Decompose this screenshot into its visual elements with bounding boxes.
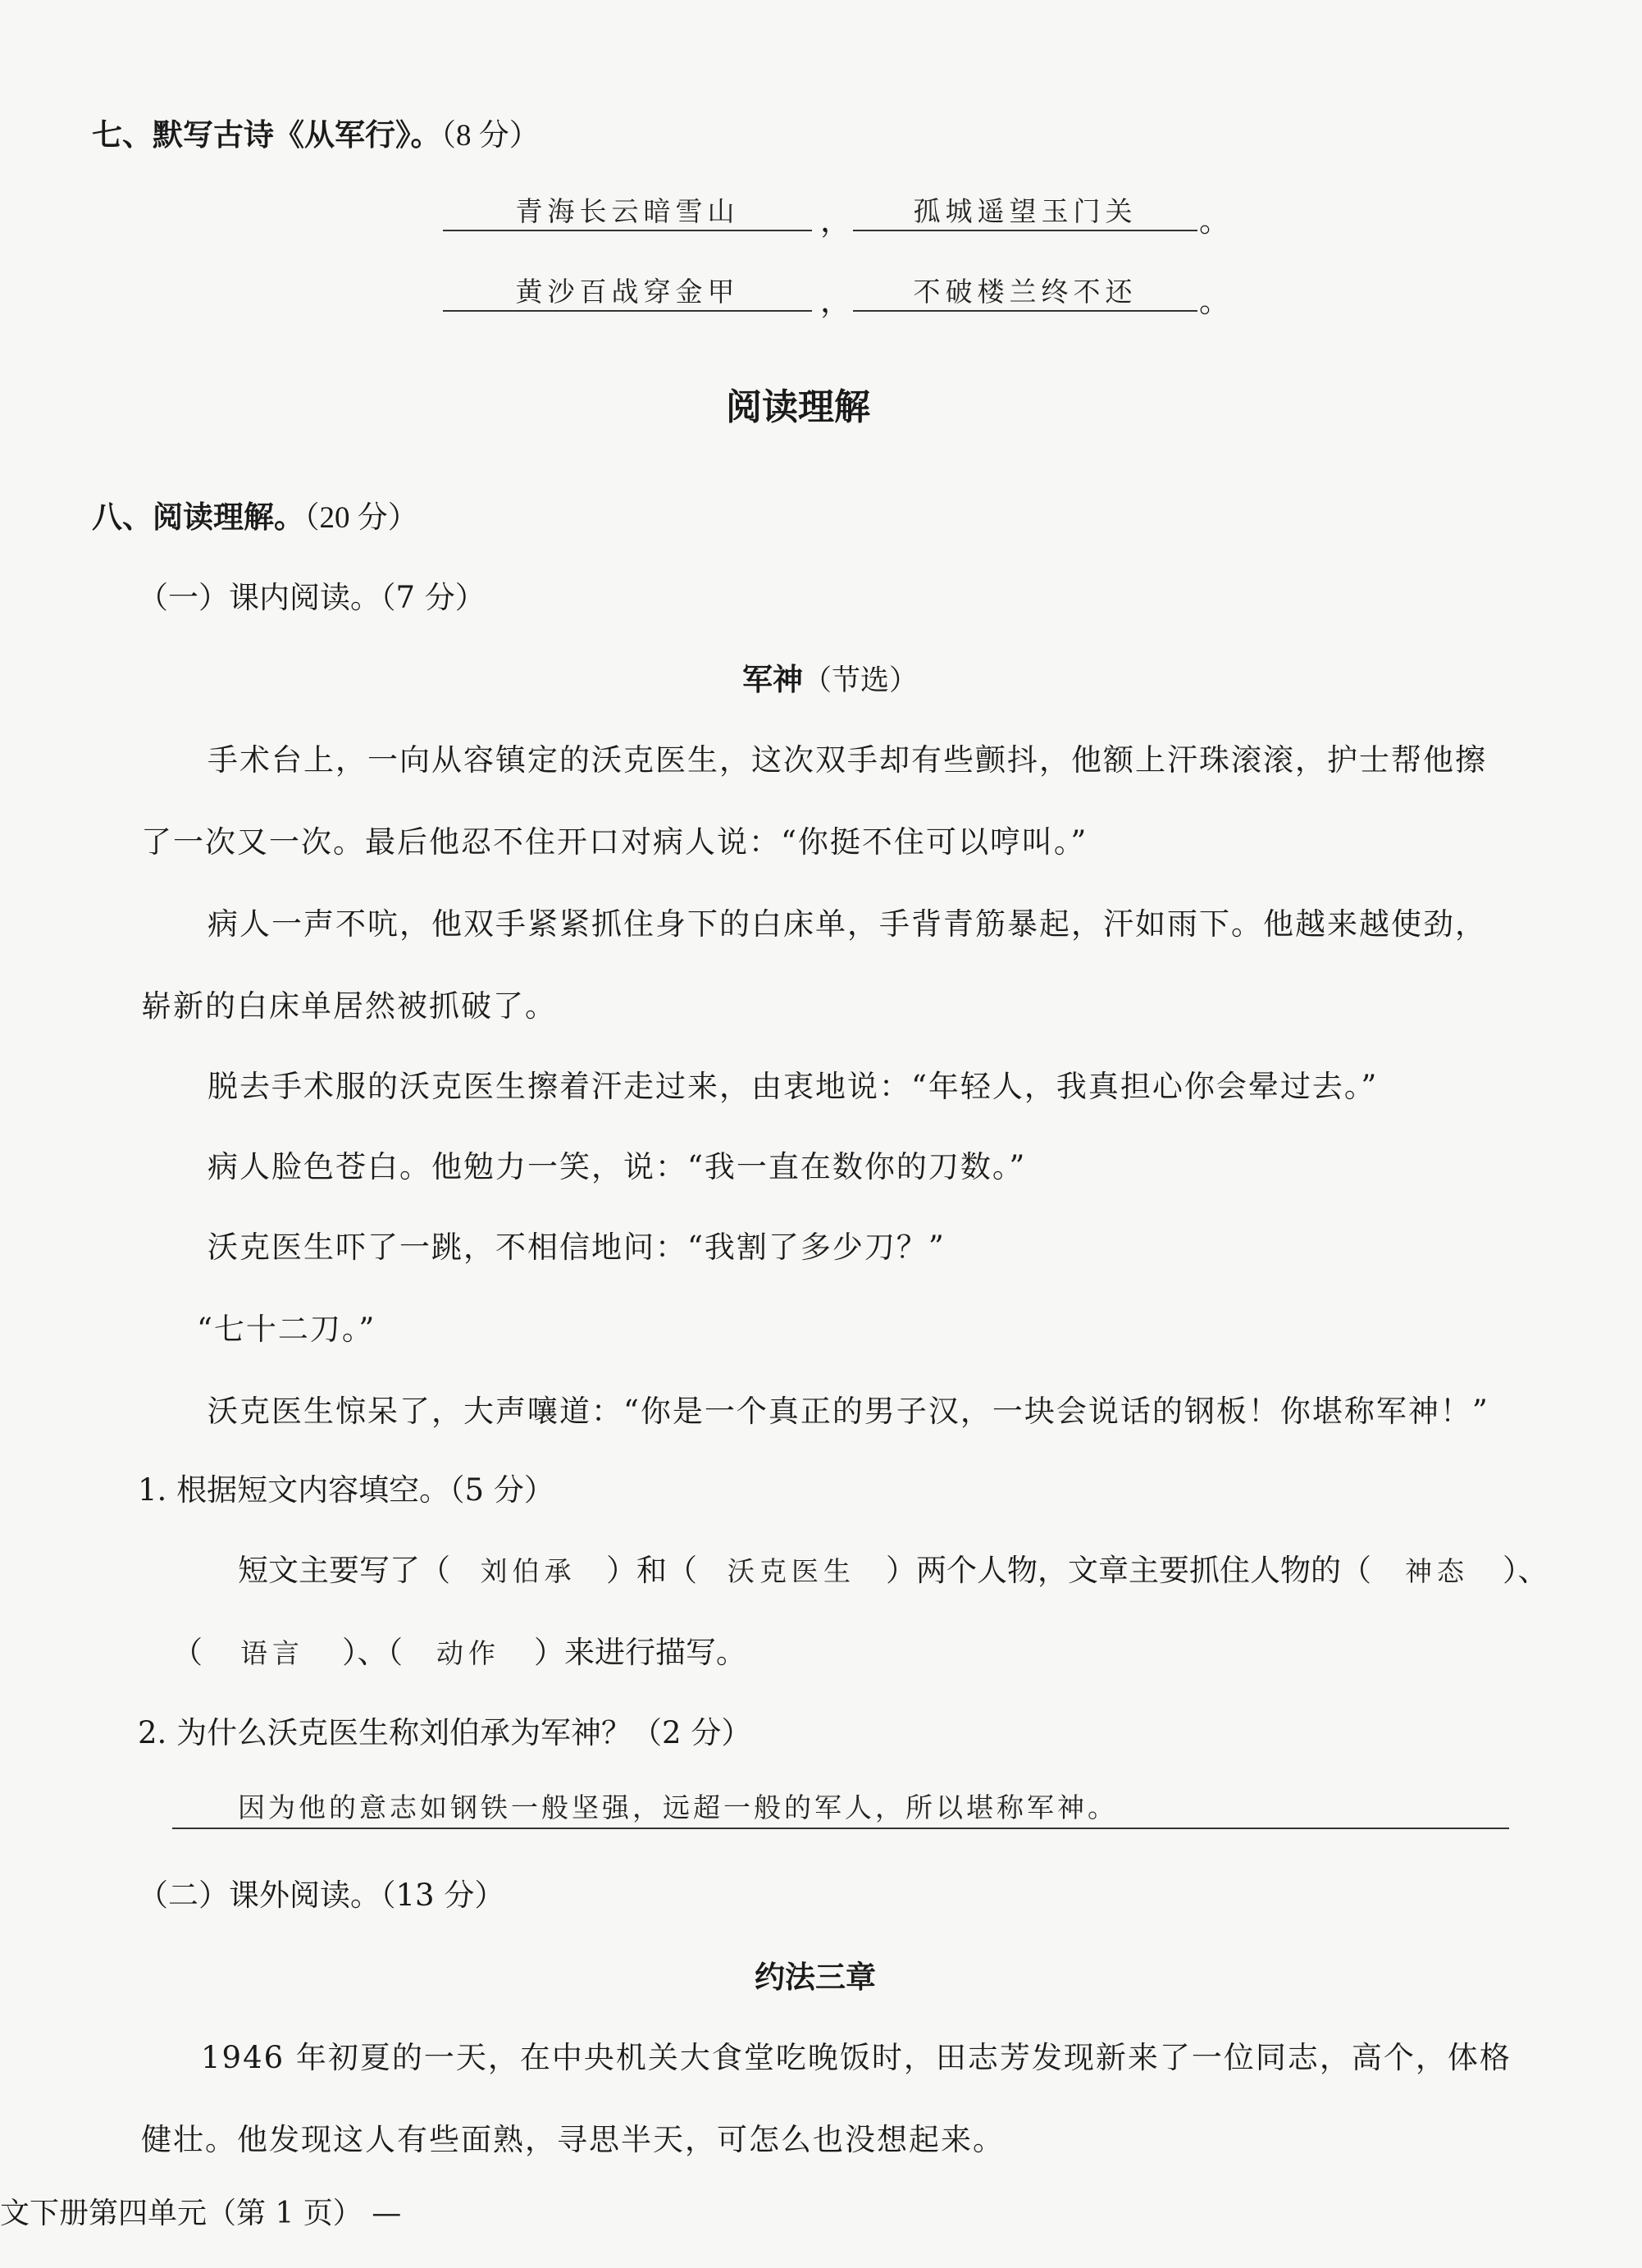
section-title: 阅读理解 — [726, 386, 870, 428]
para-6: “七十二刀。” — [197, 1312, 376, 1347]
subq1-text-2: ）和（ — [606, 1553, 697, 1588]
answer-person-1: 刘伯承 — [480, 1555, 577, 1587]
poem-period-2: 。 — [1199, 283, 1231, 319]
part1-story-title — [742, 655, 918, 699]
para-5: 沃克医生吓了一跳，不相信地问：“我割了多少刀？” — [208, 1230, 946, 1265]
subq1-text-3: ）两个人物，文章主要抓住人物的（ — [886, 1553, 1371, 1588]
subq1-text-6: ）、（ — [342, 1635, 403, 1670]
para-2b: 崭新的白床单居然被抓破了。 — [141, 988, 557, 1024]
q8-points: （20 分） — [304, 501, 418, 535]
para-3: 脱去手术服的沃克医生擦着汗走过来，由衷地说：“年轻人，我真担心你会晕过去。” — [208, 1069, 1379, 1104]
poem-period-1: 。 — [1199, 203, 1231, 239]
poem-answer-3: 黄沙百战穿金甲 — [515, 276, 740, 308]
q7-title — [92, 110, 540, 154]
subq1-text-7: ）来进行描写。 — [534, 1635, 746, 1670]
q8-title — [92, 492, 418, 536]
part2-label: （二）课外阅读。（13 分） — [138, 1878, 505, 1913]
answer-trait-2: 语言 — [240, 1637, 304, 1669]
part2-story-title: 约法三章 — [755, 1960, 876, 1995]
poem-blank-1 — [443, 190, 812, 231]
para-7: 沃克医生惊呆了，大声嚷道：“你是一个真正的男子汉，一块会说话的钢板！你堪称军神！” — [208, 1394, 1489, 1429]
q7-title-text: 七、默写古诗《从军行》。 — [92, 117, 441, 153]
poem-blank-2 — [853, 190, 1197, 231]
poem-answer-2: 孤城遥望玉门关 — [913, 195, 1138, 227]
para-4: 病人脸色苍白。他勉力一笑，说：“我一直在数你的刀数。” — [208, 1149, 1027, 1184]
part2-para-1b: 健壮。他发现这人有些面熟，寻思半天，可怎么也没想起来。 — [141, 2122, 1005, 2157]
poem-blank-4 — [853, 271, 1197, 312]
subq1-title: 1. 根据短文内容填空。（5 分） — [138, 1472, 554, 1508]
q8-title-text: 八、阅读理解。 — [92, 500, 304, 535]
subq1-line1 — [238, 1545, 1548, 1590]
para-1b: 了一次又一次。最后他忍不住开口对病人说：“你挺不住可以哼叫。” — [141, 824, 1088, 860]
para-2a: 病人一声不吭，他双手紧紧抓住身下的白床单，手背青筋暴起，汗如雨下。他越来越使劲， — [208, 906, 1487, 942]
subq1-text-1: 短文主要写了（ — [238, 1553, 450, 1588]
subq1-line2 — [172, 1627, 746, 1672]
story-title-text: 军神 — [742, 662, 803, 697]
poem-blank-3 — [443, 271, 812, 312]
para-1a: 手术台上，一向从容镇定的沃克医生，这次双手却有些颤抖，他额上汗珠滚滚，护士帮他擦 — [208, 742, 1487, 778]
poem-comma-1: ， — [820, 203, 852, 239]
subq1-text-4: ）、 — [1503, 1553, 1548, 1588]
answer-person-2: 沃克医生 — [727, 1555, 855, 1587]
story-title-note: （节选） — [803, 664, 919, 697]
part2-para-1a: 1946 年初夏的一天，在中央机关大食堂吃晚饭时，田志芳发现新来了一位同志，高个，体格 — [201, 2040, 1512, 2075]
subq2-answer-line — [172, 1787, 1509, 1829]
answer-trait-3: 动作 — [436, 1637, 500, 1669]
part1-label: （一）课内阅读。（7 分） — [138, 580, 486, 615]
subq1-text-5: （ — [172, 1635, 203, 1670]
poem-answer-1: 青海长云暗雪山 — [515, 195, 740, 227]
q7-points: （8 分） — [440, 119, 540, 153]
subq2-answer: 因为他的意志如钢铁一般坚强，远超一般的军人，所以堪称军神。 — [238, 1791, 1118, 1823]
poem-answer-4: 不破楼兰终不还 — [913, 276, 1138, 308]
subq2-title: 2. 为什么沃克医生称刘伯承为军神？（2 分） — [138, 1715, 752, 1750]
page-footer: 文下册第四单元（第 1 页） — — [0, 2197, 402, 2230]
poem-comma-2: ， — [820, 283, 852, 319]
answer-trait-1: 神态 — [1405, 1555, 1469, 1587]
